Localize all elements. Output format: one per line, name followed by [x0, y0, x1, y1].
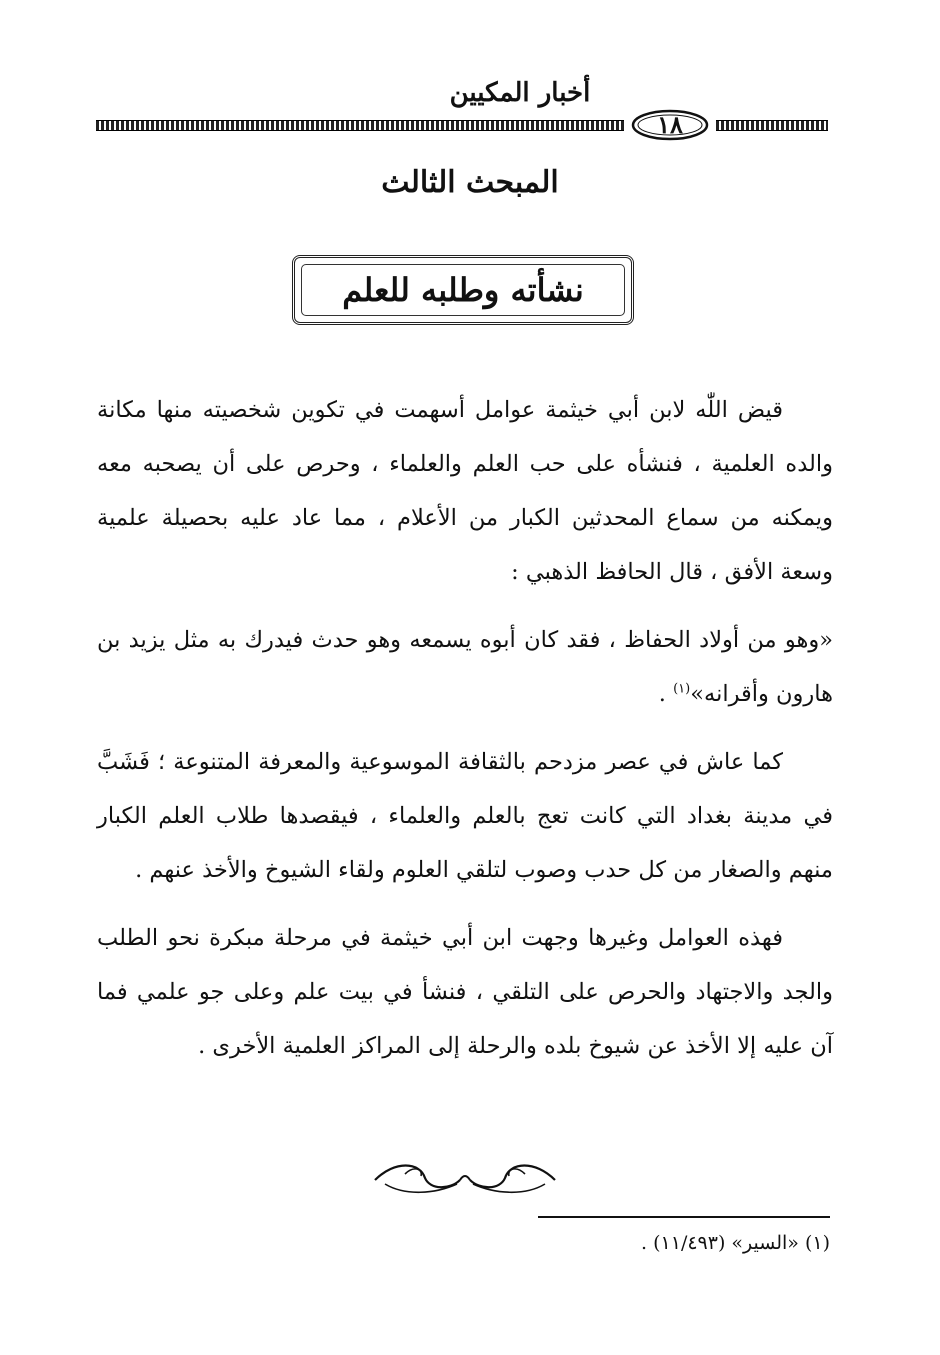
header-rule-right: [716, 120, 828, 131]
page-number: ١٨: [657, 110, 683, 139]
paragraph-1: قيض اللّٰه لابن أبي خيثمة عوامل أسهمت في تكوين شخصيته منها مكانة والده العلمية ، فنشأه على حب العلم والعلماء ، وحرص على أن يصحبه معه ويمكنه من سماع المحدثين الكبار من الأعلام ، مما عاد عليه بحصيلة علمية وسعة الأفق ، قال الحافظ الذهبي :: [97, 397, 833, 585]
ornament-divider-icon: [365, 1150, 565, 1200]
section-title: نشأته وطلبه للعلم: [342, 271, 584, 309]
paragraph-4: فهذه العوامل وغيرها وجهت ابن أبي خيثمة في مرحلة مبكرة نحو الطلب والجد والاجتهاد والحرص على التلقي ، فنشأ في بيت علم وعلى جو علمي فما آن عليه إلا الأخذ عن شيوخ بلده والرحلة إلى المراكز العلمية الأخرى .: [97, 925, 833, 1059]
quote-end: .: [658, 681, 674, 707]
section-heading: المبحث الثالث: [381, 165, 559, 200]
running-header-title: أخبار المكيين: [449, 78, 591, 108]
footnote-reference: (١): [673, 681, 691, 697]
footnote-rule: [538, 1216, 830, 1218]
footnote: (١) «السير» (١١/٤٩٣) .: [641, 1232, 830, 1254]
paragraph-3: كما عاش في عصر مزدحم بالثقافة الموسوعية والمعرفة المتنوعة ؛ فَشَبَّ في مدينة بغداد التي كانت تعج بالعلم والعلماء ، فيقصدها طلاب العلم الكبار منهم والصغار من كل حدب وصوب لتلقي العلوم ولقاء الشيوخ والأخذ عنهم .: [97, 749, 833, 883]
header-rule-left: [96, 120, 624, 131]
page-number-badge: [630, 108, 710, 142]
quote-paragraph: [97, 613, 833, 721]
quote-text: «وهو من أولاد الحفاظ ، فقد كان أبوه يسمعه وهو حدث فيدرك به مثل يزيد بن هارون وأقرانه»: [97, 627, 833, 707]
section-title-frame: [292, 255, 634, 325]
body-text: [97, 383, 833, 1087]
